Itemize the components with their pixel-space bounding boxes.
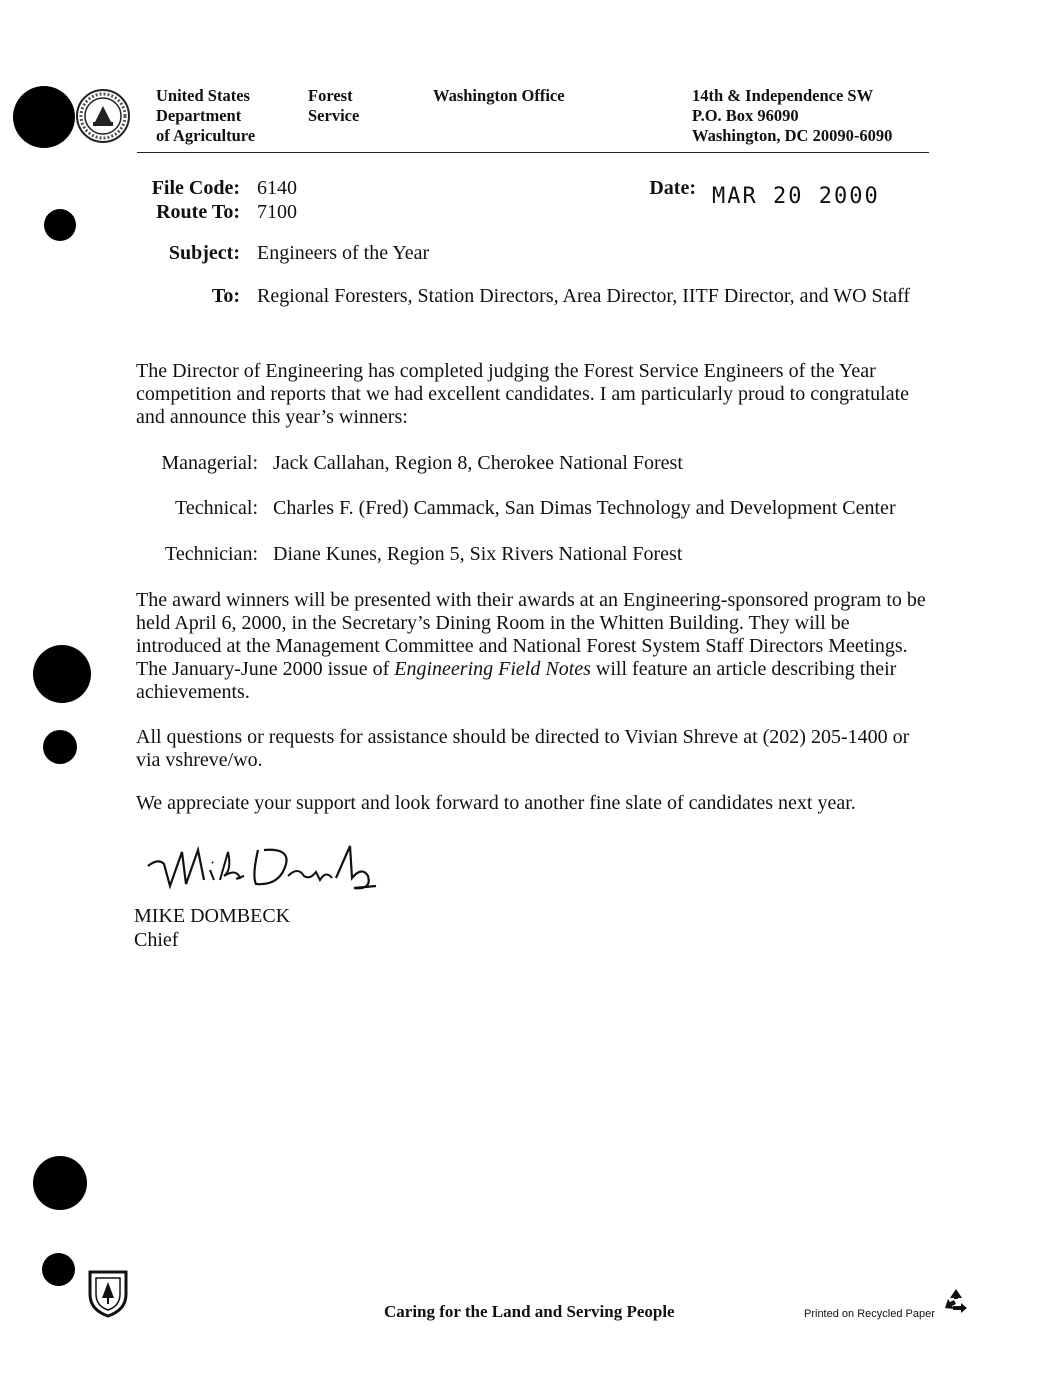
winner-name: Jack Callahan, Region 8, Cherokee National Forest xyxy=(273,452,683,474)
address-line: Washington, DC 20090-6090 xyxy=(692,126,893,145)
winner-name: Diane Kunes, Region 5, Six Rivers National Forest xyxy=(273,543,683,565)
forest-service-shield-icon xyxy=(86,1268,130,1318)
awards-paragraph xyxy=(136,589,931,704)
winner-name: Charles F. (Fred) Cammack, San Dimas Technology and Development Center xyxy=(273,497,896,519)
date-label: Date: xyxy=(649,177,696,199)
office-address xyxy=(692,86,892,146)
route-to-value: 7100 xyxy=(257,201,297,223)
address-line: P.O. Box 96090 xyxy=(692,106,799,125)
punch-hole xyxy=(33,1156,87,1210)
publication-title: Engineering Field Notes xyxy=(394,658,591,680)
usda-seal-icon xyxy=(75,88,131,144)
punch-hole xyxy=(33,645,91,703)
handwritten-signature xyxy=(140,836,390,896)
signer-name: MIKE DOMBECK xyxy=(134,905,291,927)
route-to-label: Route To: xyxy=(156,201,240,223)
date-stamp xyxy=(712,184,880,209)
agency-line: of Agriculture xyxy=(156,126,256,145)
punch-hole xyxy=(44,209,76,241)
recycled-paper-note: Printed on Recycled Paper xyxy=(804,1308,935,1320)
intro-paragraph: The Director of Engineering has completed judging the Forest Service Engineers of the Year competition and reports that we had excellent candidates. I am particularly proud to congratulate and announce this year’s winners: xyxy=(136,360,910,428)
file-code-value: 6140 xyxy=(257,177,297,199)
awards-text-before: The award winners will be presented with their awards at an Engineering-sponsored program to be held April 6, 2000, in the Secretary’s Dining Room in the Whitten Building. They will be introduced at the Management Committee and National Forest System Staff Directors Meetings. The January-June 2000 issue of xyxy=(136,589,926,680)
signer-title: Chief xyxy=(134,929,179,951)
date-stamp-text: MAR 20 2000 xyxy=(712,184,880,209)
awards-text-after: will feature an article describing their achievements. xyxy=(136,658,897,703)
file-code-label: File Code: xyxy=(151,177,240,199)
winner-category: Technician: xyxy=(165,543,258,565)
address-line: 14th & Independence SW xyxy=(692,86,874,105)
to-value: Regional Foresters, Station Directors, Area Director, IITF Director, and WO Staff xyxy=(257,285,911,307)
subject-value: Engineers of the Year xyxy=(257,242,430,264)
service-line: Forest xyxy=(308,86,353,105)
office-name: Washington Office xyxy=(433,86,565,105)
recycle-icon xyxy=(941,1286,971,1316)
letterhead-rule xyxy=(137,152,929,153)
punch-hole xyxy=(13,86,75,148)
service-name xyxy=(308,86,359,126)
punch-hole xyxy=(43,730,77,764)
questions-paragraph: All questions or requests for assistance should be directed to Vivian Shreve at (202) 205-1400 or via vshreve/wo. xyxy=(136,726,910,771)
winner-category: Technical: xyxy=(175,497,258,519)
closing-paragraph: We appreciate your support and look forward to another fine slate of candidates next year. xyxy=(136,792,856,814)
footer-motto: Caring for the Land and Serving People xyxy=(384,1302,675,1321)
punch-hole xyxy=(42,1253,75,1286)
service-line: Service xyxy=(308,106,360,125)
agency-line: Department xyxy=(156,106,242,125)
agency-name xyxy=(156,86,255,146)
subject-label: Subject: xyxy=(168,242,240,264)
winner-category: Managerial: xyxy=(161,452,258,474)
to-label: To: xyxy=(211,285,240,307)
agency-line: United States xyxy=(156,86,250,105)
